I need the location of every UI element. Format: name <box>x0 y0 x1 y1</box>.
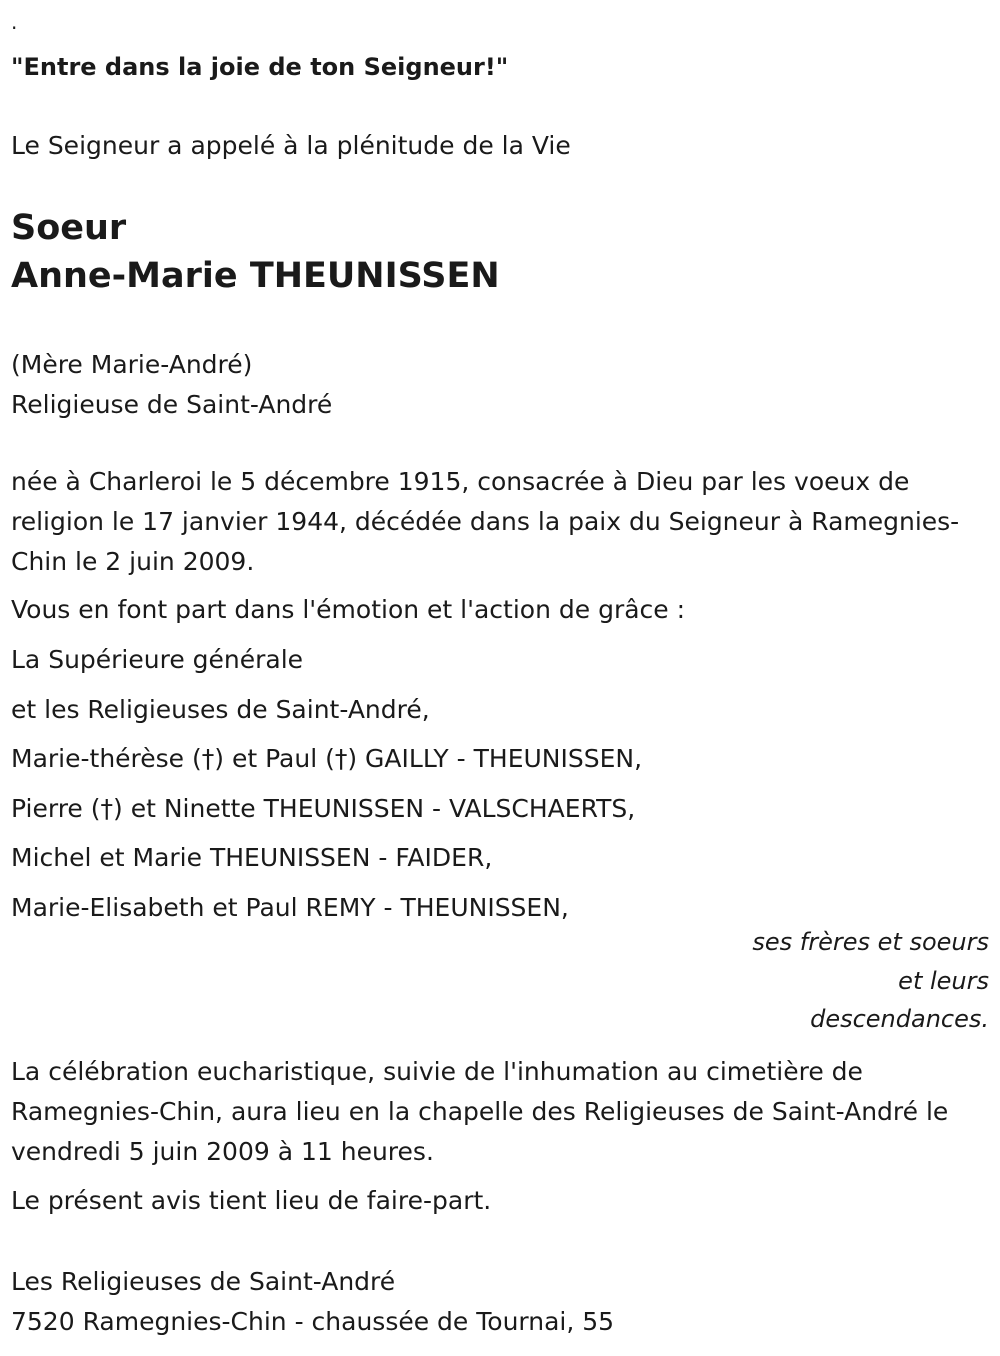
relation-line: ses frères et soeurs <box>752 928 989 956</box>
motto-quote: "Entre dans la joie de ton Seigneur!" <box>11 53 509 81</box>
deceased-title: Soeur <box>11 208 127 248</box>
celebration-paragraph: La célébration eucharistique, suivie de l'inhumation au cimetière de Ramegnies-Chin, aura lieu en la chapelle des Religieuses de Saint-André le vendredi 5 juin 2009 à 11 heures. <box>11 1057 949 1166</box>
address-line-2: 7520 Ramegnies-Chin - chaussée de Tournai, 55 <box>11 1307 615 1336</box>
family-item: Marie-Elisabeth et Paul REMY - THEUNISSEN, <box>11 892 569 922</box>
announcement-line: Vous en font part dans l'émotion et l'action de grâce : <box>11 595 686 624</box>
leading-dot: . <box>11 10 18 34</box>
congregation: Religieuse de Saint-André <box>11 390 333 419</box>
biography-paragraph: née à Charleroi le 5 décembre 1915, consacrée à Dieu par les voeux de religion le 17 janvier 1944, décédée dans la paix du Seigneur à Ramegnies-Chin le 2 juin 2009. <box>11 467 960 576</box>
religious-info <box>11 345 332 425</box>
address-line-1: Les Religieuses de Saint-André <box>11 1267 396 1296</box>
relation-note <box>752 923 989 1039</box>
family-item: La Supérieure générale <box>11 645 304 674</box>
deceased-name: Anne-Marie THEUNISSEN <box>11 256 500 296</box>
family-item: Marie-thérèse (†) et Paul (†) GAILLY - THEUNISSEN, <box>11 744 643 774</box>
deceased-name-block <box>11 204 500 300</box>
family-item: et les Religieuses de Saint-André, <box>11 694 430 724</box>
relation-line: descendances. <box>810 1005 989 1033</box>
intro-line: Le Seigneur a appelé à la plénitude de la Vie <box>11 131 571 160</box>
notice-line: Le présent avis tient lieu de faire-part. <box>11 1186 492 1215</box>
sender-address <box>11 1262 614 1342</box>
relation-line: et leurs <box>898 966 989 995</box>
family-item: Michel et Marie THEUNISSEN - FAIDER, <box>11 843 493 873</box>
family-list <box>11 642 642 940</box>
family-item: Pierre (†) et Ninette THEUNISSEN - VALSCHAERTS, <box>11 793 636 823</box>
religious-name: (Mère Marie-André) <box>11 350 253 379</box>
